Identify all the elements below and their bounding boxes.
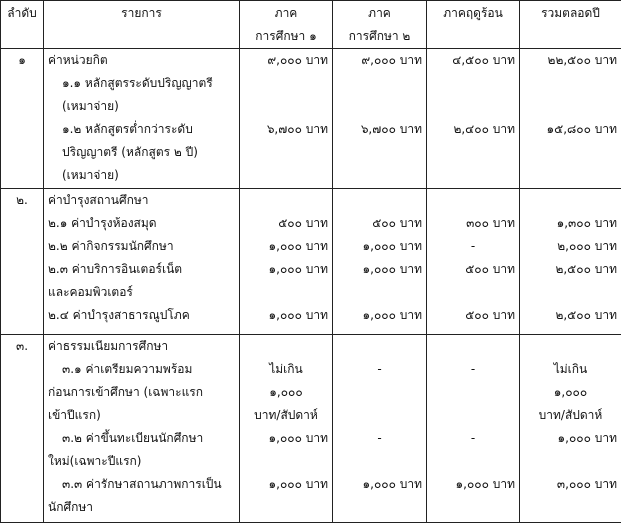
item-line: ๓.๑ ค่าเตรียมความพร้อม	[48, 358, 235, 381]
value: -	[431, 235, 515, 258]
value: ๙,๐๐๐ บาท	[244, 49, 328, 72]
section-row	[1, 49, 621, 189]
value: ไม่เกิน	[524, 358, 617, 381]
header-total: รวมตลอดปี	[520, 1, 621, 49]
item-line: ๓.๓ ค่ารักษาสถานภาพการเป็น	[48, 473, 235, 496]
item-line: ก่อนการเข้าศึกษา (เฉพาะแรก	[48, 381, 235, 404]
sem2-cell	[333, 189, 427, 335]
item-line: ปริญญาตรี (หลักสูตร ๒ ปี)	[48, 141, 235, 164]
item-line: ใหม่(เฉพาะปีแรก)	[48, 450, 235, 473]
value: ๒,๕๐๐ บาท	[524, 258, 617, 281]
value: ๑,๐๐๐ บาท	[244, 304, 328, 327]
total-cell	[520, 189, 621, 335]
section-number: ๑	[1, 49, 44, 189]
summer-cell	[427, 335, 520, 523]
value: ๖,๗๐๐ บาท	[337, 118, 422, 141]
value: ๑,๓๐๐ บาท	[524, 212, 617, 235]
value: ๒๒,๕๐๐ บาท	[524, 49, 617, 72]
item-line: ๒.๔ ค่าบำรุงสาธารณูปโภค	[48, 304, 235, 327]
value: ๑,๐๐๐	[524, 381, 617, 404]
section-row	[1, 335, 621, 523]
header-summer: ภาคฤดูร้อน	[427, 1, 520, 49]
value: ๑,๐๐๐ บาท	[337, 235, 422, 258]
value: ๒,๕๐๐ บาท	[524, 304, 617, 327]
value: -	[337, 427, 422, 450]
item-line: ๒.๓ ค่าบริการอินเตอร์เน็ต	[48, 258, 235, 281]
summer-cell	[427, 189, 520, 335]
header-sem2	[333, 1, 427, 49]
item-line: นักศึกษา	[48, 496, 235, 519]
value: ๑,๐๐๐ บาท	[431, 473, 515, 496]
value: ๑๕,๘๐๐ บาท	[524, 118, 617, 141]
value: ๒,๐๐๐ บาท	[524, 235, 617, 258]
value: ไม่เกิน	[244, 358, 328, 381]
value: ๑,๐๐๐ บาท	[244, 258, 328, 281]
section-number: ๓.	[1, 335, 44, 523]
header-sem2-line1: ภาค	[337, 2, 422, 25]
sem2-cell	[333, 49, 427, 189]
header-sem1	[240, 1, 333, 49]
section-items-cell	[44, 189, 240, 335]
header-no: ลำดับ	[1, 1, 44, 49]
value: ๑,๐๐๐ บาท	[244, 235, 328, 258]
sem2-cell	[333, 335, 427, 523]
item-line: เข้าปีแรก)	[48, 404, 235, 427]
section-number: ๒.	[1, 189, 44, 335]
value: ๕๐๐ บาท	[431, 258, 515, 281]
value: ๕๐๐ บาท	[244, 212, 328, 235]
value: ๕๐๐ บาท	[337, 212, 422, 235]
value: ๑,๐๐๐ บาท	[337, 304, 422, 327]
total-cell	[520, 335, 621, 523]
section-items-cell	[44, 335, 240, 523]
item-line: ๑.๑ หลักสูตรระดับปริญญาตรี	[48, 72, 235, 95]
item-line: ๒.๑ ค่าบำรุงห้องสมุด	[48, 212, 235, 235]
total-cell	[520, 49, 621, 189]
value: ๖,๗๐๐ บาท	[244, 118, 328, 141]
value: ๑,๐๐๐	[244, 381, 328, 404]
section-title: ค่าธรรมเนียมการศึกษา	[48, 335, 235, 358]
summer-cell	[427, 49, 520, 189]
sem1-cell	[240, 189, 333, 335]
sem1-cell	[240, 335, 333, 523]
value: ๑,๐๐๐ บาท	[337, 473, 422, 496]
item-line: และคอมพิวเตอร์	[48, 281, 235, 304]
value: -	[431, 358, 515, 381]
item-line: ๓.๒ ค่าขึ้นทะเบียนนักศึกษา	[48, 427, 235, 450]
value: บาท/สัปดาห์	[524, 404, 617, 427]
header-item: รายการ	[44, 1, 240, 49]
value: -	[431, 427, 515, 450]
header-row	[1, 1, 621, 49]
header-sem1-line1: ภาค	[244, 2, 328, 25]
item-line: ๑.๒ หลักสูตรต่ำกว่าระดับ	[48, 118, 235, 141]
header-sem2-line2: การศึกษา ๒	[337, 25, 422, 48]
item-line: ๒.๒ ค่ากิจกรรมนักศึกษา	[48, 235, 235, 258]
value: ๒,๔๐๐ บาท	[431, 118, 515, 141]
value: บาท/สัปดาห์	[244, 404, 328, 427]
header-sem1-line2: การศึกษา ๑	[244, 25, 328, 48]
value: -	[337, 358, 422, 381]
value: ๑,๐๐๐ บาท	[337, 258, 422, 281]
value: ๑,๐๐๐ บาท	[524, 427, 617, 450]
section-title: ค่าบำรุงสถานศึกษา	[48, 189, 235, 212]
section-row	[1, 189, 621, 335]
value: ๑,๐๐๐ บาท	[244, 473, 328, 496]
item-line: (เหมาจ่าย)	[48, 164, 235, 187]
value: ๓,๐๐๐ บาท	[524, 473, 617, 496]
value: ๓๐๐ บาท	[431, 212, 515, 235]
section-title: ค่าหน่วยกิต	[48, 49, 235, 72]
sem1-cell	[240, 49, 333, 189]
value: ๑,๐๐๐ บาท	[244, 427, 328, 450]
value: ๔,๕๐๐ บาท	[431, 49, 515, 72]
section-items-cell	[44, 49, 240, 189]
value: ๙,๐๐๐ บาท	[337, 49, 422, 72]
item-line: (เหมาจ่าย)	[48, 95, 235, 118]
value: ๕๐๐ บาท	[431, 304, 515, 327]
